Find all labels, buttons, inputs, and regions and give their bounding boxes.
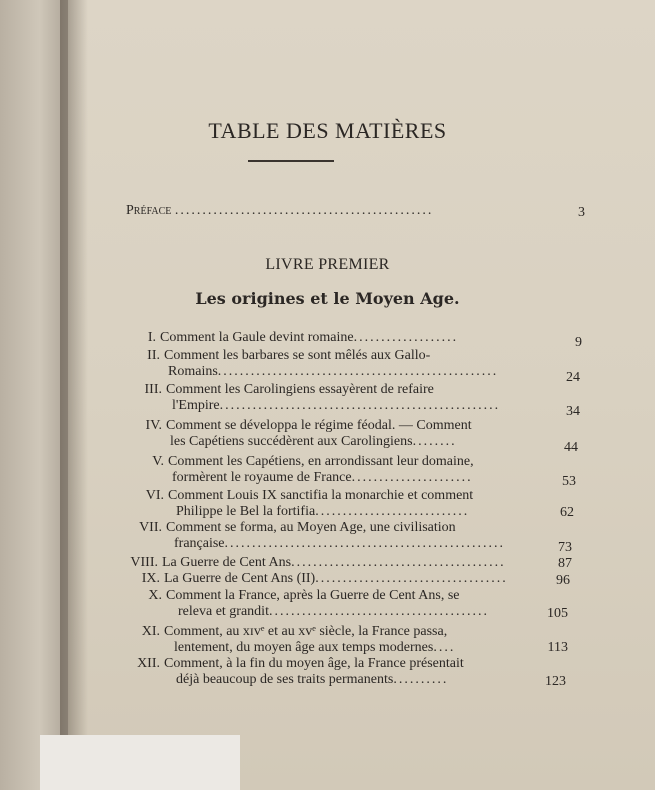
chapter-title: La Guerre de Cent Ans (II) <box>164 571 316 586</box>
chapter-title: Comment, au xɪᴠᵉ et au xᴠᵉ siècle, la France passa, <box>164 624 448 639</box>
chapter-title: Comment se développa le régime féodal. — Comment <box>166 418 472 433</box>
chapter-entry <box>128 348 430 364</box>
chapter-page-number: 44 <box>564 440 578 455</box>
chapter-title-continuation <box>168 364 498 380</box>
chapter-number: VIII. <box>130 555 158 570</box>
preface-page-number: 3 <box>578 205 585 220</box>
leader-dots: ........................................ <box>268 604 489 619</box>
chapter-entry <box>130 382 434 398</box>
chapter-number: I. <box>147 330 156 345</box>
preface-entry <box>126 203 433 219</box>
chapter-entry <box>132 488 473 504</box>
leader-dots: .... <box>433 640 456 655</box>
chapter-number: XII. <box>137 656 160 671</box>
leader-dots: ............................ <box>315 504 470 519</box>
chapter-number: X. <box>148 588 162 603</box>
section-subtitle: Les origines et le Moyen Age. <box>195 289 460 308</box>
chapter-number: V. <box>152 454 164 469</box>
leader-dots: ................................... <box>315 571 508 586</box>
chapter-title: La Guerre de Cent Ans <box>162 555 292 570</box>
chapter-title: Comment les Capétiens, en arrondissant leur domaine, <box>168 454 474 469</box>
chapter-title: Comment, à la fin du moyen âge, la France présentait <box>164 656 464 671</box>
leader-dots: .......... <box>393 672 449 687</box>
chapter-title: Comment se forma, au Moyen Age, une civilisation <box>166 520 456 535</box>
chapter-number: VI. <box>145 488 164 503</box>
chapter-entry <box>126 555 506 571</box>
chapter-page-number: 24 <box>566 370 580 385</box>
chapter-page-number: 113 <box>547 640 568 655</box>
chapter-number: XI. <box>141 624 160 639</box>
chapter-entry <box>128 656 464 672</box>
chapter-title: Comment la France, après la Guerre de Cent Ans, se <box>166 588 460 603</box>
preface-label: Préface <box>126 203 172 218</box>
chapter-entry <box>128 624 447 640</box>
chapter-title-continuation <box>170 434 457 450</box>
chapter-title-continuation <box>174 536 505 552</box>
chapter-title-continuation <box>172 470 473 486</box>
chapter-page-number: 96 <box>556 573 570 588</box>
chapter-title: Comment les barbares se sont mêlés aux Gallo- <box>164 348 431 363</box>
chapter-entry <box>130 588 460 604</box>
chapter-title-continuation <box>176 504 469 520</box>
chapter-title-line2: l'Empire <box>172 398 220 413</box>
chapter-title: Comment Louis IX sanctifia la monarchie et comment <box>168 488 474 503</box>
chapter-number: IX. <box>141 571 160 586</box>
chapter-page-number: 123 <box>545 674 566 689</box>
chapter-entry <box>128 571 508 587</box>
leader-dots: ....................................... <box>291 555 506 570</box>
chapter-title-continuation <box>174 640 455 656</box>
leader-dots: ................... <box>353 330 459 345</box>
leader-dots: ................................................... <box>219 398 501 413</box>
chapter-title-line2: lentement, du moyen âge aux temps modernes <box>174 640 434 655</box>
chapter-title-line2: française <box>174 536 225 551</box>
chapter-title-line2: Philippe le Bel la fortifia <box>176 504 316 519</box>
chapter-title: Comment la Gaule devint romaine <box>160 330 354 345</box>
leader-dots: ............................................... <box>174 203 434 218</box>
leader-dots: ................................................... <box>217 364 499 379</box>
chapter-title: Comment les Carolingiens essayèrent de refaire <box>166 382 434 397</box>
chapter-page-number: 73 <box>558 540 572 555</box>
chapter-page-number: 105 <box>547 606 568 621</box>
chapter-title-continuation <box>176 672 448 688</box>
chapter-number: II. <box>147 348 160 363</box>
chapter-title-continuation <box>172 398 500 414</box>
chapter-page-number: 53 <box>562 474 576 489</box>
chapter-title-line2: les Capétiens succédèrent aux Carolingiens <box>170 434 413 449</box>
chapter-number: IV. <box>145 418 162 433</box>
chapter-entry <box>130 418 472 434</box>
leader-dots: ........ <box>412 434 457 449</box>
chapter-title-line2: formèrent le royaume de France <box>172 470 352 485</box>
chapter-entry <box>124 330 458 346</box>
page-title: TABLE DES MATIÈRES <box>208 118 447 143</box>
chapter-entry <box>132 454 474 470</box>
chapter-page-number: 62 <box>560 505 574 520</box>
leader-dots: ...................... <box>351 470 473 485</box>
chapter-title-line2: déjà beaucoup de ses traits permanents <box>176 672 394 687</box>
chapter-number: VII. <box>139 520 162 535</box>
title-rule <box>248 160 334 162</box>
chapter-entry <box>130 520 456 536</box>
chapter-title-continuation <box>178 604 489 620</box>
chapter-number: III. <box>144 382 162 397</box>
chapter-title-line2: Romains <box>168 364 218 379</box>
leader-dots: ................................................... <box>224 536 506 551</box>
chapter-page-number: 34 <box>566 404 580 419</box>
chapter-page-number: 9 <box>575 335 582 350</box>
chapter-page-number: 87 <box>558 556 572 571</box>
section-heading: LIVRE PREMIER <box>265 256 390 273</box>
chapter-title-line2: releva et grandit <box>178 604 269 619</box>
